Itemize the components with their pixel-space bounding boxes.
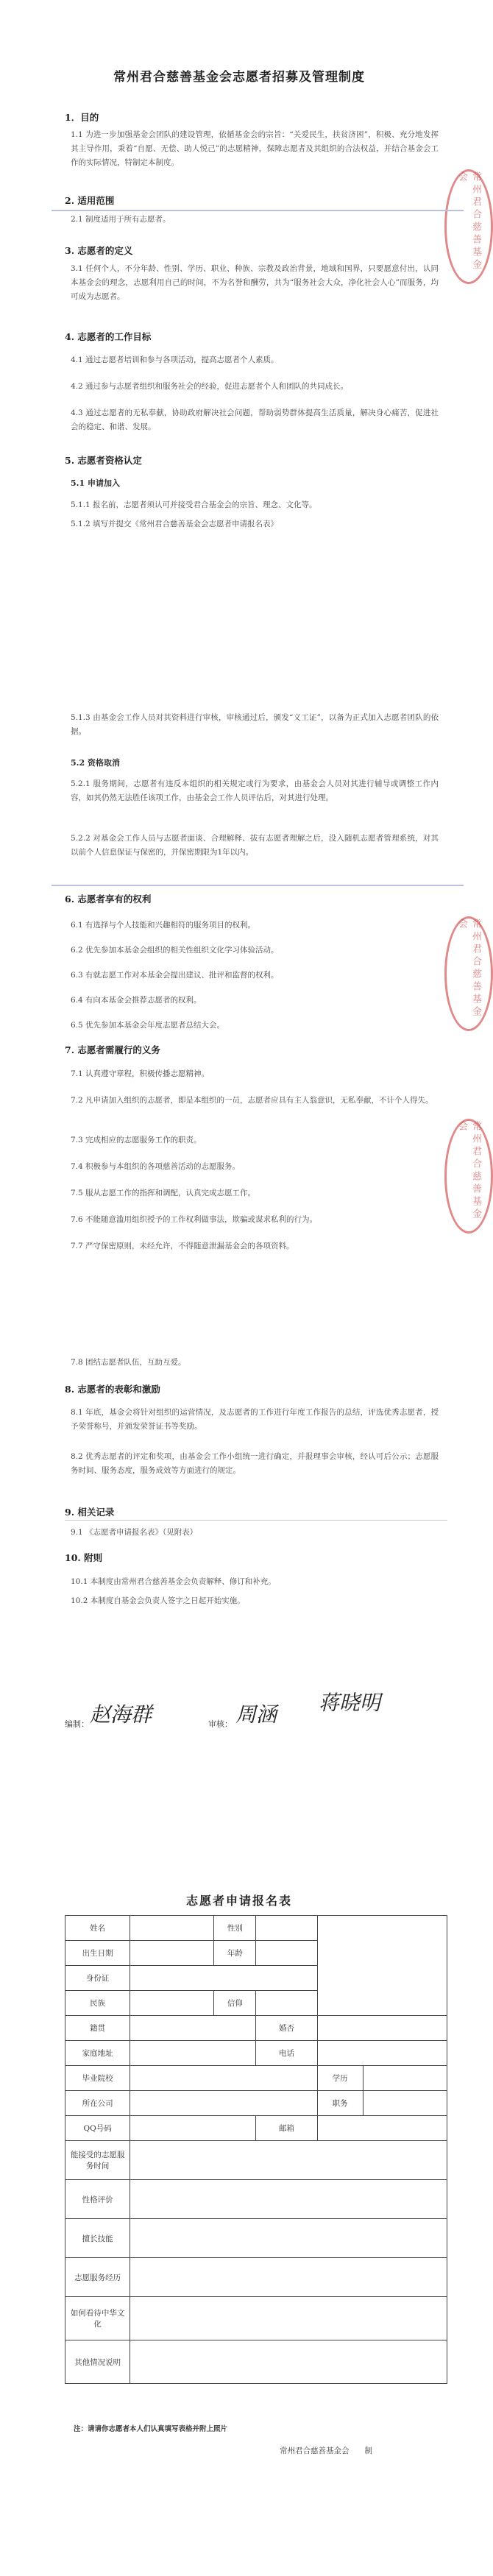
label-phone: 电话 xyxy=(256,2041,317,2066)
section-6-item-1: 6.1 有选择与个人技能和兴趣相符的服务项目的权利。 xyxy=(71,921,256,930)
form-row xyxy=(65,2219,447,2258)
section-5-sub-2: 5.2 资格取消 xyxy=(71,758,120,768)
field-faith[interactable] xyxy=(256,1991,317,2016)
field-position[interactable] xyxy=(363,2091,447,2116)
section-3-title: 3. 志愿者的定义 xyxy=(65,245,133,256)
label-marital: 婚否 xyxy=(256,2016,317,2041)
form-row xyxy=(65,2091,447,2116)
field-unit[interactable] xyxy=(130,2091,317,2116)
section-7-item-7: 7.7 严守保密原则，未经允许，不得随意泄漏基金会的各项资料。 xyxy=(71,1242,294,1250)
label-position: 职务 xyxy=(317,2091,363,2116)
section-8-item-1: 8.1 年底，基金会将针对组织的运营情况，及志愿者的工作进行年度工作报告的总结，评选优秀志愿者，授予荣誉称号，并颁发荣誉证书等奖励。 xyxy=(71,1408,439,1431)
field-address[interactable] xyxy=(130,2041,256,2066)
section-10-item-2: 10.2 本制度自基金会负责人签字之日起开始实施。 xyxy=(71,1596,245,1605)
document-title: 常州君合慈善基金会志愿者招募及管理制度 xyxy=(113,70,365,85)
label-faith: 信仰 xyxy=(214,1991,256,2016)
label-convert: 如何看待中华文化 xyxy=(65,2297,130,2340)
section-5-item-2-2: 5.2.2 对基金会工作人员与志愿者面谈、合理解释、拔有志愿者理解之后，没入随机志愿者管理系统，对其以前个人信息保证与保密的，并保密期限为1年以内。 xyxy=(71,834,439,857)
form-row xyxy=(65,2066,447,2091)
signature-block xyxy=(65,1693,447,1737)
field-origin[interactable] xyxy=(130,2016,256,2041)
field-id[interactable] xyxy=(130,1966,317,1991)
section-8-item-2: 8.2 优秀志愿者的评定和奖项，由基金会工作小组统一进行确定，并报理事会审核，经认可后公示；志愿服务时间、服务态度，服务成效等方面进行的规定。 xyxy=(71,1452,439,1475)
field-degree[interactable] xyxy=(363,2066,447,2091)
field-convert[interactable] xyxy=(130,2297,447,2340)
section-5-sub-1: 5.1 申请加入 xyxy=(71,478,120,488)
review-label: 审核： xyxy=(208,1719,233,1729)
field-email[interactable] xyxy=(317,2116,447,2141)
section-2-text: 2.1 制度适用于所有志愿者。 xyxy=(71,215,171,224)
label-birth: 出生日期 xyxy=(65,1941,130,1966)
review-signature: 周涵 xyxy=(235,1702,277,1727)
form-row xyxy=(65,2016,447,2041)
section-9-title: 9. 相关记录 xyxy=(65,1507,115,1518)
scan-line xyxy=(52,885,464,886)
edit-label: 编制： xyxy=(65,1719,89,1729)
field-experience[interactable] xyxy=(130,2258,447,2297)
label-accept: 能接受的志愿服务时间 xyxy=(65,2141,130,2180)
field-name[interactable] xyxy=(130,1916,214,1941)
form-row xyxy=(65,2041,447,2066)
form-footer: 常州君合慈善基金会 制 xyxy=(280,2446,372,2455)
approve-signature: 蒋晓明 xyxy=(319,1691,381,1715)
label-skills: 擅长技能 xyxy=(65,2219,130,2258)
section-10-title: 10. 附则 xyxy=(65,1552,103,1563)
section-7-item-5: 7.5 服从志愿工作的指挥和调配，认真完成志愿工作。 xyxy=(71,1189,256,1197)
field-other[interactable] xyxy=(130,2340,447,2384)
section-4-item-1: 4.1 通过志愿者培训和参与各项活动，提高志愿者个人素质。 xyxy=(71,355,279,364)
section-9-text: 9.1 《志愿者申请报名表》（见附表） xyxy=(71,1528,198,1537)
field-personality[interactable] xyxy=(130,2180,447,2219)
form-title: 志愿者申请报名表 xyxy=(185,1894,292,1908)
field-qq[interactable] xyxy=(130,2116,256,2141)
field-ethnicity[interactable] xyxy=(130,1991,214,2016)
form-row xyxy=(65,2116,447,2141)
section-6-item-2: 6.2 优先参加本基金会组织的相关性组织文化学习体验活动。 xyxy=(71,946,279,955)
section-5-item-1-1: 5.1.1 报名前，志愿者须认可并接受君合基金会的宗旨、理念、文化等。 xyxy=(71,500,317,509)
label-age: 年龄 xyxy=(214,1941,256,1966)
section-7-item-8: 7.8 团结志愿者队伍，互助互爱。 xyxy=(71,1358,186,1367)
label-email: 邮箱 xyxy=(256,2116,317,2141)
section-7-item-1: 7.1 认真遵守章程，积极传播志愿精神。 xyxy=(71,1069,210,1078)
section-7-item-4: 7.4 积极参与本组织的各项慈善活动的志愿服务。 xyxy=(71,1162,241,1171)
red-seal-stamp-bottom: 常州君合慈善基金会 xyxy=(444,1119,493,1234)
section-5-title: 5. 志愿者资格认定 xyxy=(65,455,142,466)
section-5-item-2-1: 5.2.1 服务期间，志愿者有违反本组织的相关规定或行为要求，由基金会人员对其进行辅导或调整工作内容，如其仍然无法胜任该项工作，由基金会工作人员评估后，对其进行处理。 xyxy=(71,779,439,802)
field-marital[interactable] xyxy=(317,2016,447,2041)
red-seal-stamp-mid: 常州君合慈善基金会 xyxy=(444,916,493,1031)
section-1-title: 1．目的 xyxy=(65,112,99,123)
label-origin: 籍贯 xyxy=(65,2016,130,2041)
field-gender[interactable] xyxy=(256,1916,317,1941)
label-id: 身份证 xyxy=(65,1966,130,1991)
photo-area[interactable] xyxy=(317,1916,447,2016)
section-4-item-2: 4.2 通过参与志愿者组织和服务社会的经验，促进志愿者个人和团队的共同成长。 xyxy=(71,382,349,391)
field-school[interactable] xyxy=(130,2066,317,2091)
section-6-item-5: 6.5 优先参加本基金会年度志愿者总结大会。 xyxy=(71,1021,225,1030)
field-age[interactable] xyxy=(256,1941,317,1966)
label-unit: 所在公司 xyxy=(65,2091,130,2116)
field-phone[interactable] xyxy=(317,2041,447,2066)
form-row xyxy=(65,2340,447,2384)
section-7-item-6: 7.6 不能随意滥用组织授予的工作权利做事法，欺骗或谋求私利的行为。 xyxy=(71,1215,318,1224)
section-3-text: 3.1 任何个人，不分年龄、性别、学历、职业、种族、宗教及政治背景，地域和国界，只要愿意付出，认同本基金会的理念，志愿利用自己的时间，不为名誉和酬劳，共为“服务社会大众，净化社会人心”而服务，均可成为志愿者。 xyxy=(71,264,439,301)
divider xyxy=(65,1520,447,1521)
form-row xyxy=(65,1916,447,1941)
form-row xyxy=(65,2180,447,2219)
section-6-item-4: 6.4 有向本基金会推荐志愿者的权利。 xyxy=(71,996,202,1005)
scan-line xyxy=(52,210,464,211)
section-8-title: 8. 志愿者的表彰和激励 xyxy=(65,1384,160,1395)
field-birth[interactable] xyxy=(130,1941,214,1966)
section-10-item-1: 10.1 本制度由常州君合慈善基金会负责解释、修订和补充。 xyxy=(71,1577,276,1586)
label-personality: 性格评价 xyxy=(65,2180,130,2219)
section-6-title: 6. 志愿者享有的权利 xyxy=(65,894,152,905)
label-school: 毕业院校 xyxy=(65,2066,130,2091)
form-row xyxy=(65,2258,447,2297)
section-2-title: 2. 适用范围 xyxy=(65,195,115,206)
section-6-item-3: 6.3 有就志愿工作对本基金会提出建议、批评和监督的权利。 xyxy=(71,971,279,980)
label-other: 其他情况说明 xyxy=(65,2340,130,2384)
label-gender: 性别 xyxy=(214,1916,256,1941)
section-4-item-3: 4.3 通过志愿者的无私奉献，协助政府解决社会问题，帮助弱势群体提高生活质量，解决身心痛苦，促进社会的稳定、和谐、发展。 xyxy=(71,408,439,431)
label-address: 家庭地址 xyxy=(65,2041,130,2066)
form-row xyxy=(65,2141,447,2180)
red-seal-stamp-top: 常州君合慈善基金会 xyxy=(444,169,493,284)
form-note: 注：请请你志愿者本人们认真填写表格并附上照片 xyxy=(74,2425,228,2433)
section-5-item-1-3: 5.1.3 由基金会工作人员对其资料进行审核，审核通过后，颁发“义工证”，以备为正式加入志愿者团队的依据。 xyxy=(71,713,439,736)
section-5-item-1-2: 5.1.2 填写并提交《常州君合慈善基金会志愿者申请报名表》 xyxy=(71,520,279,528)
label-experience: 志愿服务经历 xyxy=(65,2258,130,2297)
section-7-item-3: 7.3 完成相应的志愿服务工作的职责。 xyxy=(71,1136,202,1144)
section-7-item-2: 7.2 凡申请加入组织的志愿者，即是本组织的一员，志愿者应具有主人翁意识，无私奉献，不计个人得失。 xyxy=(71,1096,433,1105)
section-1-text: 1.1 为进一步加强基金会团队的建设管理，依循基金会的宗旨：“关爱民生，扶贫济困”，积极、充分地发挥其主导作用，秉着“自愿、无偿、助人悦己”的志愿精神，保障志愿者及其组织的合法权益，并结合基金会工作的实际情况，特制定本制度。 xyxy=(71,130,439,167)
label-name: 姓名 xyxy=(65,1916,130,1941)
label-qq: QQ号码 xyxy=(65,2116,130,2141)
application-form-table xyxy=(65,1915,447,2384)
edit-signature: 赵海群 xyxy=(90,1702,152,1727)
section-7-title: 7. 志愿者需履行的义务 xyxy=(65,1044,160,1055)
field-skills[interactable] xyxy=(130,2219,447,2258)
label-ethnicity: 民族 xyxy=(65,1991,130,2016)
section-4-title: 4. 志愿者的工作目标 xyxy=(65,331,152,342)
form-row xyxy=(65,2297,447,2340)
field-accept[interactable] xyxy=(130,2141,447,2180)
label-degree: 学历 xyxy=(317,2066,363,2091)
